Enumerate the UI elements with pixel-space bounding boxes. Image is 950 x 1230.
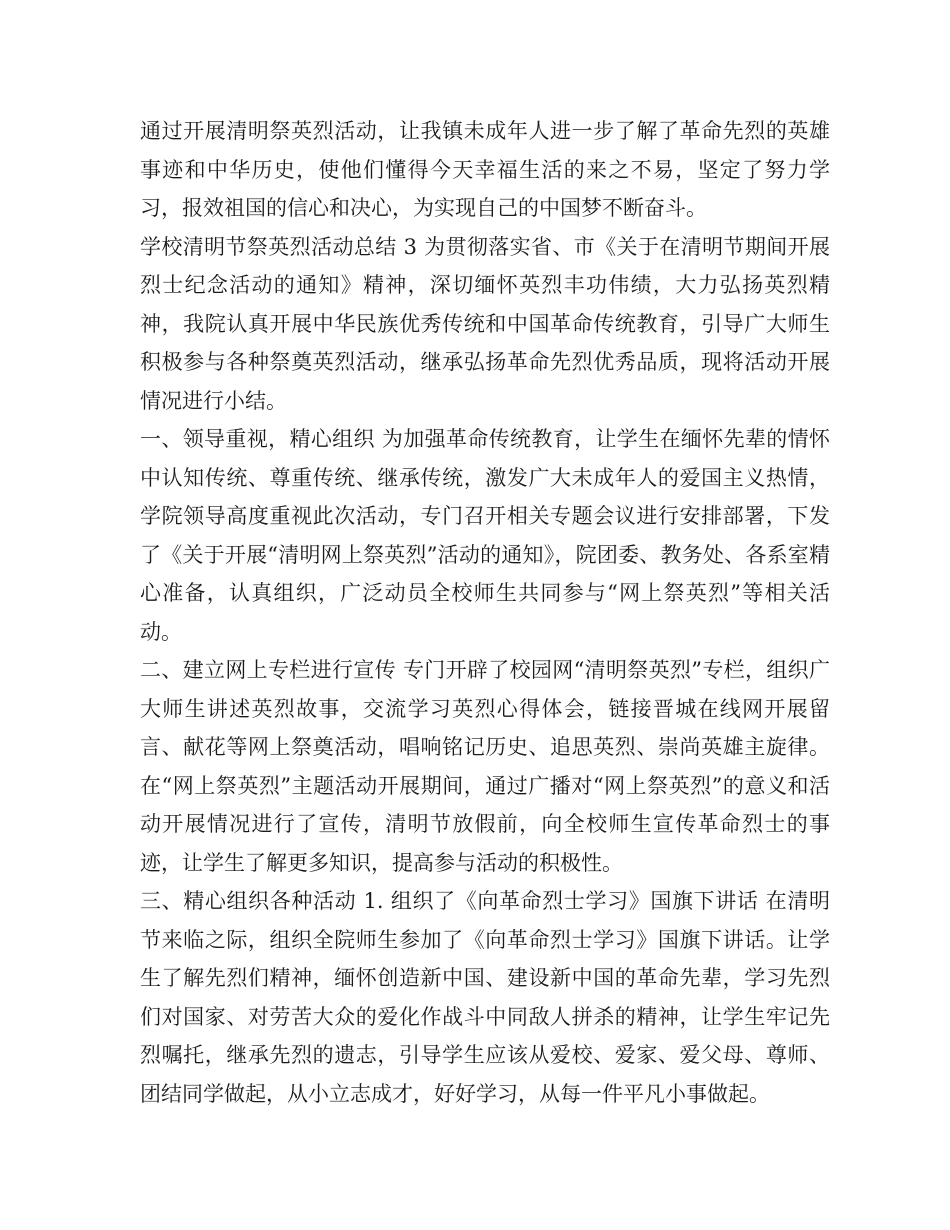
- paragraph-section-2-online-column: 二、建立网上专栏进行宣传 专门开辟了校园网“清明祭英烈”专栏，组织广大师生讲述英烈故事，交流学习英烈心得体会，链接晋城在线网开展留言、献花等网上祭奠活动，唱响铭记历史、追思英烈、崇尚英雄主旋律。在“网上祭英烈”主题活动开展期间，通过广播对“网上祭英烈”的意义和活动开展情况进行了宣传，清明节放假前，向全校师生宣传革命烈士的事迹，让学生了解更多知识，提高参与活动的积极性。: [140, 658, 830, 875]
- paragraph-summary-3-intro: 学校清明节祭英烈活动总结 3 为贯彻落实省、市《关于在清明节期间开展烈士纪念活动的通知》精神，深切缅怀英烈丰功伟绩，大力弘扬英烈精神，我院认真开展中华民族优秀传统和中国革命传统教育，引导广大师生积极参与各种祭奠英烈活动，继承弘扬革命先烈优秀品质，现将活动开展情况进行小结。: [140, 234, 830, 413]
- document-body: [140, 112, 830, 1113]
- paragraph-intro-conclusion: 通过开展清明祭英烈活动，让我镇未成年人进一步了解了革命先烈的英雄事迹和中华历史，使他们懂得今天幸福生活的来之不易，坚定了努力学习，报效祖国的信心和决心，为实现自己的中国梦不断奋斗。: [140, 119, 830, 220]
- paragraph-section-3-activities: 三、精心组织各种活动 1. 组织了《向革命烈士学习》国旗下讲话 在清明节来临之际，组织全院师生参加了《向革命烈士学习》国旗下讲话。让学生了解先烈们精神，缅怀创造新中国、建设新中国的革命先辈，学习先烈们对国家、对劳苦大众的爱化作战斗中同敌人拼杀的精神，让学生牢记先烈嘱托，继承先烈的遗志，引导学生应该从爱校、爱家、爱父母、尊师、团结同学做起，从小立志成才，好好学习，从每一件平凡小事做起。: [140, 889, 830, 1106]
- paragraph-section-1-leadership: 一、领导重视，精心组织 为加强革命传统教育，让学生在缅怀先辈的情怀中认知传统、尊重传统、继承传统，激发广大未成年人的爱国主义热情，学院领导高度重视此次活动，专门召开相关专题会议进行安排部署，下发了《关于开展“清明网上祭英烈”活动的通知》，院团委、教务处、各系室精心准备，认真组织，广泛动员全校师生共同参与“网上祭英烈”等相关活动。: [140, 427, 830, 644]
